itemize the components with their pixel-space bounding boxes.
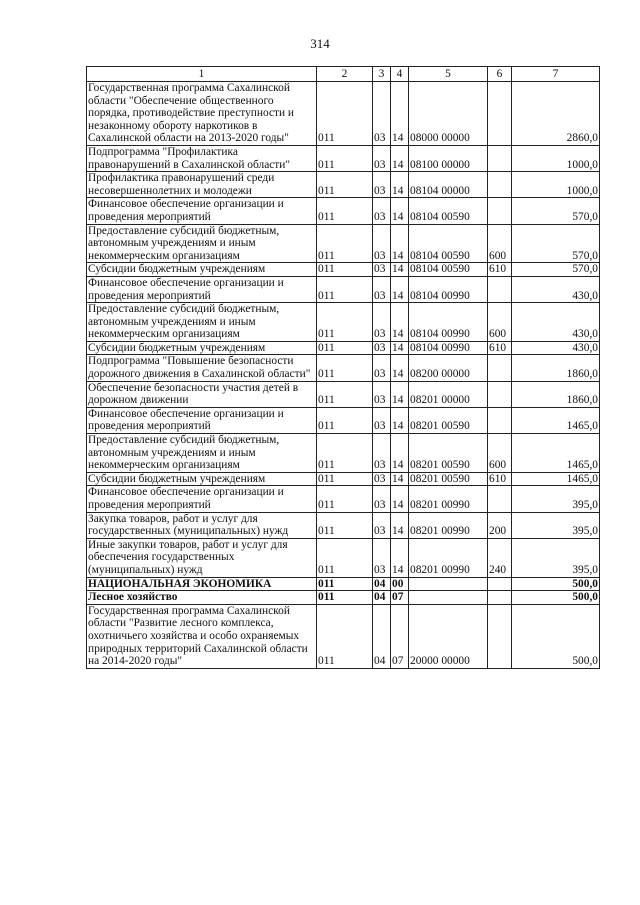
table-row: [87, 434, 600, 473]
row-subsection-cell: 14: [391, 276, 409, 302]
row-section-cell: 03: [373, 303, 391, 342]
row-sum-cell: 395,0: [512, 486, 600, 512]
row-name-cell: Предоставление субсидий бюджетным, автономным учреждениям и иным некоммерческим организациям: [87, 303, 317, 342]
row-code-cell: 011: [317, 172, 373, 198]
row-section-cell: 03: [373, 172, 391, 198]
row-name-cell: Лесное хозяйство: [87, 591, 317, 605]
row-code-cell: 011: [317, 303, 373, 342]
row-expense-type-cell: 600: [488, 303, 512, 342]
row-code-cell: 011: [317, 355, 373, 381]
row-subsection-cell: 00: [391, 577, 409, 591]
header-cell: 5: [409, 67, 488, 82]
table-row: [87, 486, 600, 512]
row-name-cell: Финансовое обеспечение организации и проведения мероприятий: [87, 407, 317, 433]
row-name-cell: НАЦИОНАЛЬНАЯ ЭКОНОМИКА: [87, 577, 317, 591]
row-code-cell: 011: [317, 486, 373, 512]
row-name-cell: Субсидии бюджетным учреждениям: [87, 472, 317, 486]
row-section-cell: 04: [373, 591, 391, 605]
page-number: 314: [310, 36, 330, 51]
row-sum-cell: 1860,0: [512, 381, 600, 407]
row-name-cell: Закупка товаров, работ и услуг для государственных (муниципальных) нужд: [87, 512, 317, 538]
table-row: [87, 604, 600, 668]
row-code-cell: 011: [317, 434, 373, 473]
row-sum-cell: 1465,0: [512, 407, 600, 433]
row-subsection-cell: 07: [391, 604, 409, 668]
table-row: [87, 303, 600, 342]
table-row: [87, 224, 600, 263]
row-name-cell: Финансовое обеспечение организации и проведения мероприятий: [87, 276, 317, 302]
row-expense-type-cell: [488, 276, 512, 302]
row-expense-type-cell: [488, 172, 512, 198]
row-target-cell: [409, 577, 488, 591]
row-sum-cell: 500,0: [512, 591, 600, 605]
row-subsection-cell: 07: [391, 591, 409, 605]
row-target-cell: 08000 00000: [409, 82, 488, 146]
row-section-cell: 03: [373, 341, 391, 355]
row-target-cell: 08201 00590: [409, 434, 488, 473]
row-target-cell: 08104 00990: [409, 276, 488, 302]
table-row: [87, 591, 600, 605]
row-subsection-cell: 14: [391, 472, 409, 486]
table-row: [87, 198, 600, 224]
row-expense-type-cell: 600: [488, 434, 512, 473]
row-subsection-cell: 14: [391, 434, 409, 473]
row-target-cell: 08104 00590: [409, 198, 488, 224]
header-cell: 7: [512, 67, 600, 82]
row-sum-cell: 570,0: [512, 198, 600, 224]
row-target-cell: 08104 00000: [409, 172, 488, 198]
row-subsection-cell: 14: [391, 486, 409, 512]
row-target-cell: 08201 00590: [409, 472, 488, 486]
row-sum-cell: 395,0: [512, 538, 600, 577]
row-subsection-cell: 14: [391, 303, 409, 342]
row-code-cell: 011: [317, 591, 373, 605]
row-section-cell: 03: [373, 486, 391, 512]
row-name-cell: Государственная программа Сахалинской области "Обеспечение общественного порядка, противодействие преступности и незаконному обороту наркотиков в Сахалинской области на 2013-2020 годы": [87, 82, 317, 146]
row-section-cell: 03: [373, 472, 391, 486]
row-sum-cell: 1465,0: [512, 472, 600, 486]
row-name-cell: Подпрограмма "Профилактика правонарушений в Сахалинской области": [87, 145, 317, 171]
row-section-cell: 03: [373, 82, 391, 146]
row-code-cell: 011: [317, 145, 373, 171]
row-subsection-cell: 14: [391, 341, 409, 355]
row-sum-cell: 430,0: [512, 303, 600, 342]
row-target-cell: 08104 00590: [409, 263, 488, 277]
header-cell: 1: [87, 67, 317, 82]
row-sum-cell: 1000,0: [512, 145, 600, 171]
header-cell: 3: [373, 67, 391, 82]
row-subsection-cell: 14: [391, 512, 409, 538]
row-sum-cell: 2860,0: [512, 82, 600, 146]
row-code-cell: 011: [317, 381, 373, 407]
row-expense-type-cell: [488, 381, 512, 407]
row-section-cell: 03: [373, 276, 391, 302]
table-row: [87, 577, 600, 591]
row-expense-type-cell: [488, 591, 512, 605]
row-target-cell: 08104 00990: [409, 341, 488, 355]
row-target-cell: 08201 00990: [409, 486, 488, 512]
table-header-row: [87, 67, 600, 82]
header-cell: 6: [488, 67, 512, 82]
row-name-cell: Финансовое обеспечение организации и проведения мероприятий: [87, 198, 317, 224]
table-row: [87, 145, 600, 171]
table-row: [87, 512, 600, 538]
row-expense-type-cell: 200: [488, 512, 512, 538]
row-sum-cell: 570,0: [512, 263, 600, 277]
row-sum-cell: 1000,0: [512, 172, 600, 198]
table-row: [87, 341, 600, 355]
row-section-cell: 03: [373, 263, 391, 277]
row-name-cell: Предоставление субсидий бюджетным, автономным учреждениям и иным некоммерческим организациям: [87, 224, 317, 263]
row-sum-cell: 500,0: [512, 604, 600, 668]
row-sum-cell: 430,0: [512, 341, 600, 355]
row-target-cell: 08201 00590: [409, 407, 488, 433]
row-sum-cell: 395,0: [512, 512, 600, 538]
row-code-cell: 011: [317, 604, 373, 668]
row-sum-cell: 500,0: [512, 577, 600, 591]
row-target-cell: 08200 00000: [409, 355, 488, 381]
budget-table: [86, 66, 600, 669]
row-target-cell: 20000 00000: [409, 604, 488, 668]
row-code-cell: 011: [317, 224, 373, 263]
row-section-cell: 03: [373, 145, 391, 171]
row-code-cell: 011: [317, 577, 373, 591]
row-name-cell: Обеспечение безопасности участия детей в дорожном движении: [87, 381, 317, 407]
row-expense-type-cell: [488, 145, 512, 171]
row-section-cell: 03: [373, 224, 391, 263]
row-sum-cell: 1465,0: [512, 434, 600, 473]
table-row: [87, 172, 600, 198]
row-section-cell: 03: [373, 355, 391, 381]
row-section-cell: 03: [373, 381, 391, 407]
row-code-cell: 011: [317, 198, 373, 224]
row-code-cell: 011: [317, 512, 373, 538]
row-expense-type-cell: 600: [488, 224, 512, 263]
row-sum-cell: 570,0: [512, 224, 600, 263]
row-target-cell: [409, 591, 488, 605]
row-expense-type-cell: [488, 355, 512, 381]
table-row: [87, 538, 600, 577]
row-expense-type-cell: [488, 486, 512, 512]
row-subsection-cell: 14: [391, 145, 409, 171]
row-section-cell: 03: [373, 198, 391, 224]
row-name-cell: Субсидии бюджетным учреждениям: [87, 341, 317, 355]
row-code-cell: 011: [317, 407, 373, 433]
row-expense-type-cell: [488, 577, 512, 591]
table-row: [87, 263, 600, 277]
table-row: [87, 381, 600, 407]
row-expense-type-cell: [488, 407, 512, 433]
row-subsection-cell: 14: [391, 381, 409, 407]
row-expense-type-cell: [488, 198, 512, 224]
row-expense-type-cell: 610: [488, 472, 512, 486]
row-expense-type-cell: 610: [488, 263, 512, 277]
row-code-cell: 011: [317, 276, 373, 302]
row-section-cell: 03: [373, 538, 391, 577]
row-section-cell: 03: [373, 434, 391, 473]
row-name-cell: Иные закупки товаров, работ и услуг для обеспечения государственных (муниципальных) нужд: [87, 538, 317, 577]
row-target-cell: 08100 00000: [409, 145, 488, 171]
row-code-cell: 011: [317, 472, 373, 486]
header-cell: 4: [391, 67, 409, 82]
table-row: [87, 407, 600, 433]
row-subsection-cell: 14: [391, 355, 409, 381]
row-name-cell: Профилактика правонарушений среди несовершеннолетних и молодежи: [87, 172, 317, 198]
row-sum-cell: 1860,0: [512, 355, 600, 381]
row-target-cell: 08104 00990: [409, 303, 488, 342]
header-cell: 2: [317, 67, 373, 82]
row-subsection-cell: 14: [391, 407, 409, 433]
row-code-cell: 011: [317, 82, 373, 146]
row-code-cell: 011: [317, 341, 373, 355]
row-name-cell: Субсидии бюджетным учреждениям: [87, 263, 317, 277]
row-target-cell: 08201 00990: [409, 538, 488, 577]
row-target-cell: 08201 00000: [409, 381, 488, 407]
row-sum-cell: 430,0: [512, 276, 600, 302]
table-row: [87, 355, 600, 381]
row-code-cell: 011: [317, 538, 373, 577]
row-subsection-cell: 14: [391, 538, 409, 577]
row-expense-type-cell: [488, 82, 512, 146]
table-row: [87, 82, 600, 146]
row-subsection-cell: 14: [391, 224, 409, 263]
row-target-cell: 08201 00990: [409, 512, 488, 538]
row-section-cell: 04: [373, 604, 391, 668]
row-subsection-cell: 14: [391, 172, 409, 198]
row-expense-type-cell: 240: [488, 538, 512, 577]
row-subsection-cell: 14: [391, 82, 409, 146]
row-subsection-cell: 14: [391, 263, 409, 277]
row-name-cell: Подпрограмма "Повышение безопасности дорожного движения в Сахалинской области": [87, 355, 317, 381]
row-target-cell: 08104 00590: [409, 224, 488, 263]
row-expense-type-cell: 610: [488, 341, 512, 355]
row-expense-type-cell: [488, 604, 512, 668]
row-name-cell: Предоставление субсидий бюджетным, автономным учреждениям и иным некоммерческим организациям: [87, 434, 317, 473]
row-subsection-cell: 14: [391, 198, 409, 224]
row-code-cell: 011: [317, 263, 373, 277]
row-name-cell: Государственная программа Сахалинской области "Развитие лесного комплекса, охотничьего хозяйства и особо охраняемых природных территорий Сахалинской области на 2014-2020 годы": [87, 604, 317, 668]
row-name-cell: Финансовое обеспечение организации и проведения мероприятий: [87, 486, 317, 512]
row-section-cell: 03: [373, 407, 391, 433]
table-row: [87, 276, 600, 302]
row-section-cell: 03: [373, 512, 391, 538]
row-section-cell: 04: [373, 577, 391, 591]
table-row: [87, 472, 600, 486]
